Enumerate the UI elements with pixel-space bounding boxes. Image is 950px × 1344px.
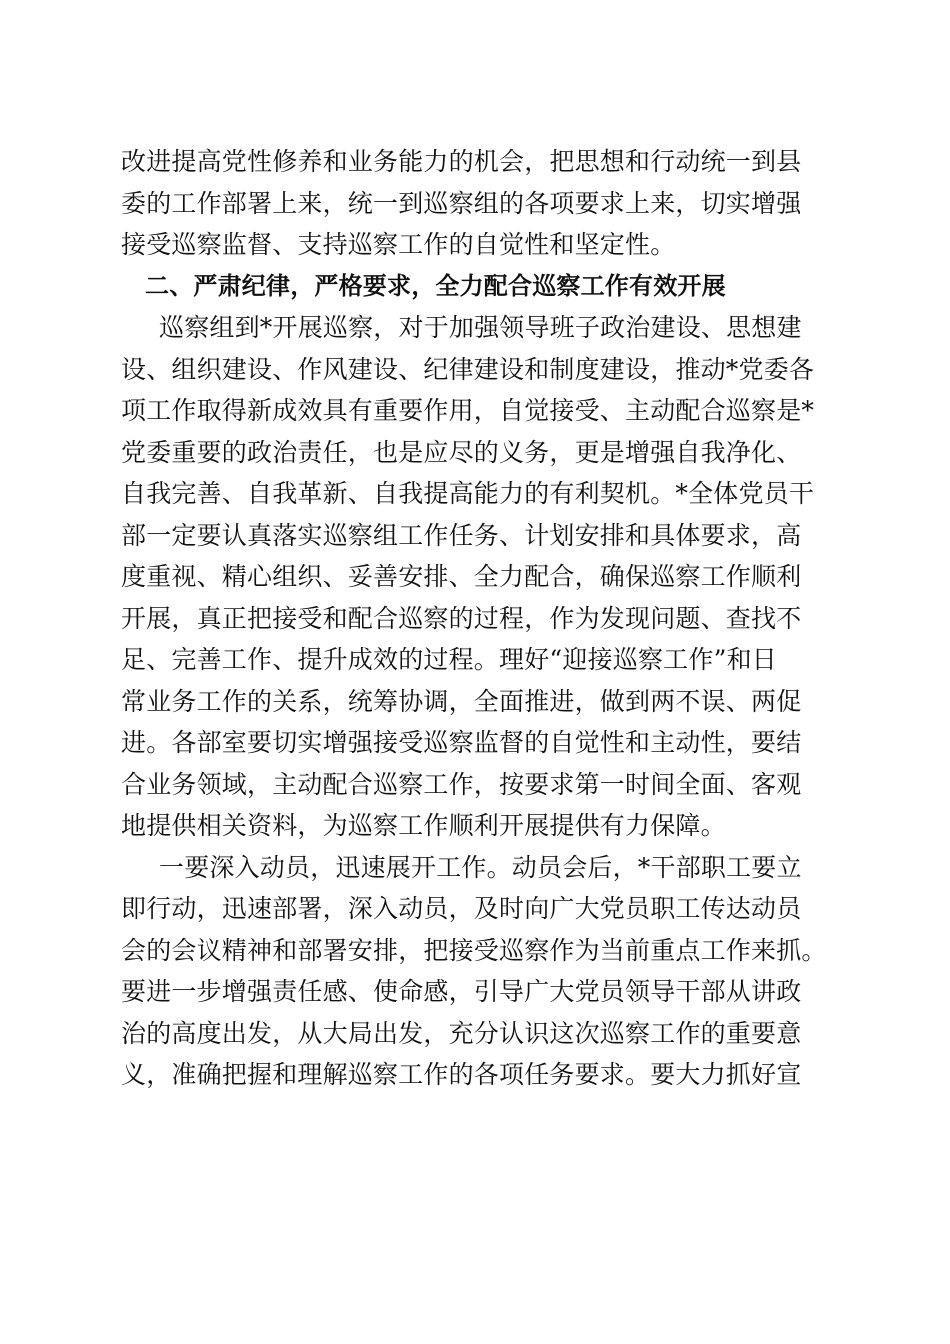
paragraph-continued bbox=[121, 141, 833, 266]
text-line: 巡察组到*开展巡察，对于加强领导班子政治建设、思想建 bbox=[159, 313, 802, 342]
section-heading: 二、严肃纪律，严格要求，全力配合巡察工作有效开展 bbox=[145, 271, 726, 300]
text-line: 度重视、精心组织、妥善安排、全力配合，确保巡察工作顺利 bbox=[121, 562, 802, 591]
text-line: 项工作取得新成效具有重要作用，自觉接受、主动配合巡察是* bbox=[121, 396, 815, 425]
text-line: 设、组织建设、作风建设、纪律建设和制度建设，推动*党委各 bbox=[121, 354, 815, 384]
text-line: 进。各部室要切实增强接受巡察监督的自觉性和主动性，要结 bbox=[121, 728, 802, 757]
text-line: 自我完善、自我革新、自我提高能力的有利契机。*全体党员干 bbox=[121, 479, 815, 508]
text-line: 改进提高党性修养和业务能力的机会，把思想和行动统一到县 bbox=[121, 147, 802, 176]
text-line: 接受巡察监督、支持巡察工作的自觉性和坚定性。 bbox=[121, 230, 676, 259]
paragraph-mobilize bbox=[121, 847, 833, 1096]
text-line: 足、完善工作、提升成效的过程。理好“迎接巡察工作”和日 bbox=[121, 645, 777, 674]
text-line: 委的工作部署上来，统一到巡察组的各项要求上来，切实增强 bbox=[121, 188, 802, 218]
text-line: 开展，真正把接受和配合巡察的过程，作为发现问题、查找不 bbox=[121, 603, 802, 633]
document-body bbox=[121, 141, 833, 1096]
text-line: 部一定要认真落实巡察组工作任务、计划安排和具体要求，高 bbox=[121, 520, 802, 550]
text-line: 党委重要的政治责任，也是应尽的义务，更是增强自我净化、 bbox=[121, 437, 802, 467]
text-line: 要进一步增强责任感、使命感，引导广大党员领导干部从讲政 bbox=[121, 977, 802, 1006]
text-line: 一要深入动员，迅速展开工作。动员会后，*干部职工要立 bbox=[159, 852, 802, 882]
text-line: 合业务领域，主动配合巡察工作，按要求第一时间全面、客观 bbox=[121, 769, 802, 799]
text-line: 治的高度出发，从大局出发，充分认识这次巡察工作的重要意 bbox=[121, 1018, 802, 1048]
text-line: 即行动，迅速部署，深入动员，及时向广大党员职工传达动员 bbox=[121, 894, 802, 923]
text-line: 常业务工作的关系，统筹协调，全面推进，做到两不误、两促 bbox=[121, 686, 802, 716]
text-line: 地提供相关资料，为巡察工作顺利开展提供有力保障。 bbox=[121, 811, 726, 840]
text-line: 义，准确把握和理解巡察工作的各项任务要求。要大力抓好宣 bbox=[121, 1060, 802, 1089]
paragraph-discipline bbox=[121, 307, 833, 847]
text-line: 会的会议精神和部署安排，把接受巡察作为当前重点工作来抓。 bbox=[121, 935, 827, 965]
